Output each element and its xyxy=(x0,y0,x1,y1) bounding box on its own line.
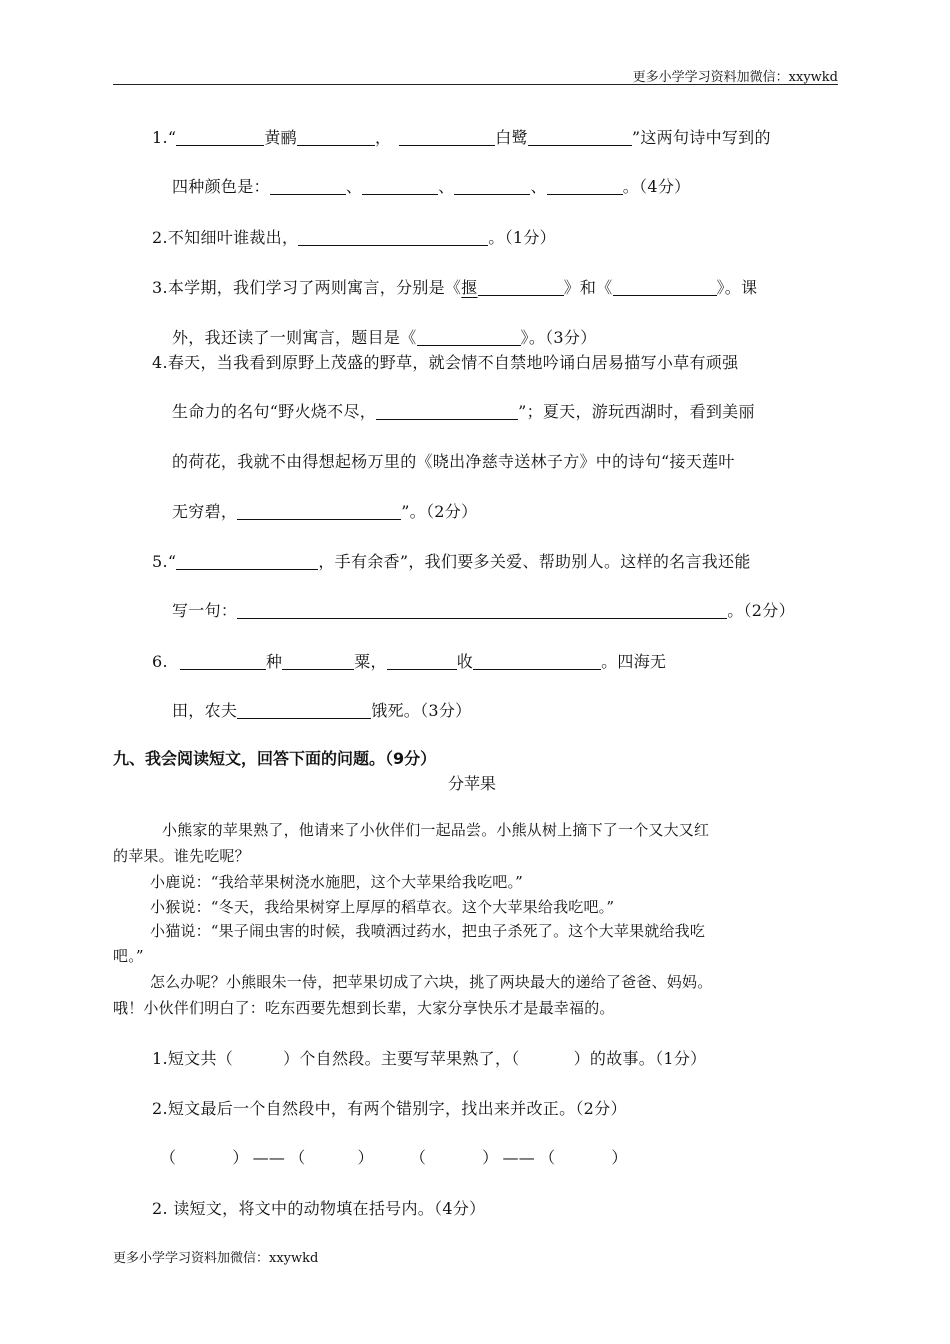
blank[interactable] xyxy=(237,600,727,619)
reading-question-1: 1.短文共（ ）个自然段。主要写苹果熟了，（ ）的故事。（1分） xyxy=(152,1049,707,1068)
blank[interactable] xyxy=(613,277,717,296)
blank[interactable] xyxy=(528,127,632,146)
prefilled-blank: 揠 xyxy=(461,278,478,297)
passage-line: 小猴说：“冬天，我给果树穿上厚厚的稻草衣。这个大苹果给我吃吧。” xyxy=(150,898,615,916)
correction-blanks: （ ） —— （ ） （ ） —— （ ） xyxy=(160,1148,628,1167)
reading-question-3: 2. 读短文，将文中的动物填在括号内。（4分） xyxy=(152,1199,486,1218)
footer-note: 更多小学学习资料加微信：xxywkd xyxy=(113,1251,319,1266)
question-6-line-2: 田，农夫 饿死。（3分） xyxy=(172,701,472,720)
question-4-line-3: 的荷花，我就不由得想起杨万里的《晓出净慈寺送林子方》中的诗句“接天莲叶 xyxy=(172,452,735,471)
blank[interactable] xyxy=(176,127,264,146)
question-4-line-2: 生命力的名句“野火烧不尽， ”；夏天，游玩西湖时，看到美丽 xyxy=(172,402,755,421)
blank[interactable] xyxy=(547,176,623,195)
question-4-line-4: 无穷碧， ”。（2分） xyxy=(172,502,478,521)
question-3-line-2: 外，我还读了一则寓言，题目是《 》。（3分） xyxy=(172,328,597,347)
blank[interactable] xyxy=(473,651,601,670)
question-2: 2.不知细叶谁裁出， 。（1分） xyxy=(152,228,556,247)
passage-line: 小猫说：“果子闹虫害的时候，我喷洒过药水，把虫子杀死了。这个大苹果就给我吃 xyxy=(150,922,706,940)
blank[interactable] xyxy=(376,401,518,420)
passage-line: 的苹果。谁先吃呢？ xyxy=(113,847,250,865)
passage-line: 哦！小伙伴们明白了：吃东西要先想到长辈，大家分享快乐才是最幸福的。 xyxy=(113,999,615,1017)
blank[interactable] xyxy=(270,176,346,195)
passage-title: 分苹果 xyxy=(448,774,497,793)
question-5-line-2: 写一句： 。（2分） xyxy=(172,601,795,620)
question-1-line-2: 四种颜色是： 、 、 、 。（4分） xyxy=(172,177,691,196)
blank[interactable] xyxy=(298,227,488,246)
passage-line: 吧。” xyxy=(113,947,144,965)
question-3-line-1: 3.本学期，我们学习了两则寓言，分别是《揠 》和《 》。课 xyxy=(152,278,758,297)
blank[interactable] xyxy=(180,651,266,670)
blank[interactable] xyxy=(387,651,457,670)
blank[interactable] xyxy=(176,551,318,570)
header-note: 更多小学学习资料加微信：xxywkd xyxy=(632,70,838,85)
reading-question-2: 2.短文最后一个自然段中，有两个错别字，找出来并改正。（2分） xyxy=(152,1099,627,1118)
passage-line: 小熊家的苹果熟了，他请来了小伙伴们一起品尝。小熊从树上摘下了一个又大又红 xyxy=(162,821,710,839)
blank[interactable] xyxy=(237,700,371,719)
question-1-line-1: 1.“ 黄鹂 ， 白鹭 ”这两句诗中写到的 xyxy=(152,128,771,147)
blank[interactable] xyxy=(297,127,375,146)
blank[interactable] xyxy=(454,176,530,195)
blank[interactable] xyxy=(282,651,354,670)
header-rule xyxy=(113,84,838,85)
question-4-line-1: 4.春天，当我看到原野上茂盛的野草，就会情不自禁地吟诵白居易描写小草有顽强 xyxy=(152,353,739,372)
blank[interactable] xyxy=(237,501,401,520)
section-heading: 九、我会阅读短文，回答下面的问题。（9分） xyxy=(113,749,437,768)
passage-line: 怎么办呢？小熊眼朱一侍，把苹果切成了六块，挑了两块最大的递给了爸爸、妈妈。 xyxy=(150,973,713,991)
question-6-line-1: 6. 种 粟， 收 。四海无 xyxy=(152,652,667,671)
blank[interactable] xyxy=(417,327,521,346)
blank[interactable] xyxy=(478,277,564,296)
question-5-line-1: 5.“ ，手有余香”，我们要多关爱、帮助别人。这样的名言我还能 xyxy=(152,552,751,571)
blank[interactable] xyxy=(362,176,438,195)
passage-line: 小鹿说：“我给苹果树浇水施肥，这个大苹果给我吃吧。” xyxy=(150,873,524,891)
blank[interactable] xyxy=(399,127,495,146)
